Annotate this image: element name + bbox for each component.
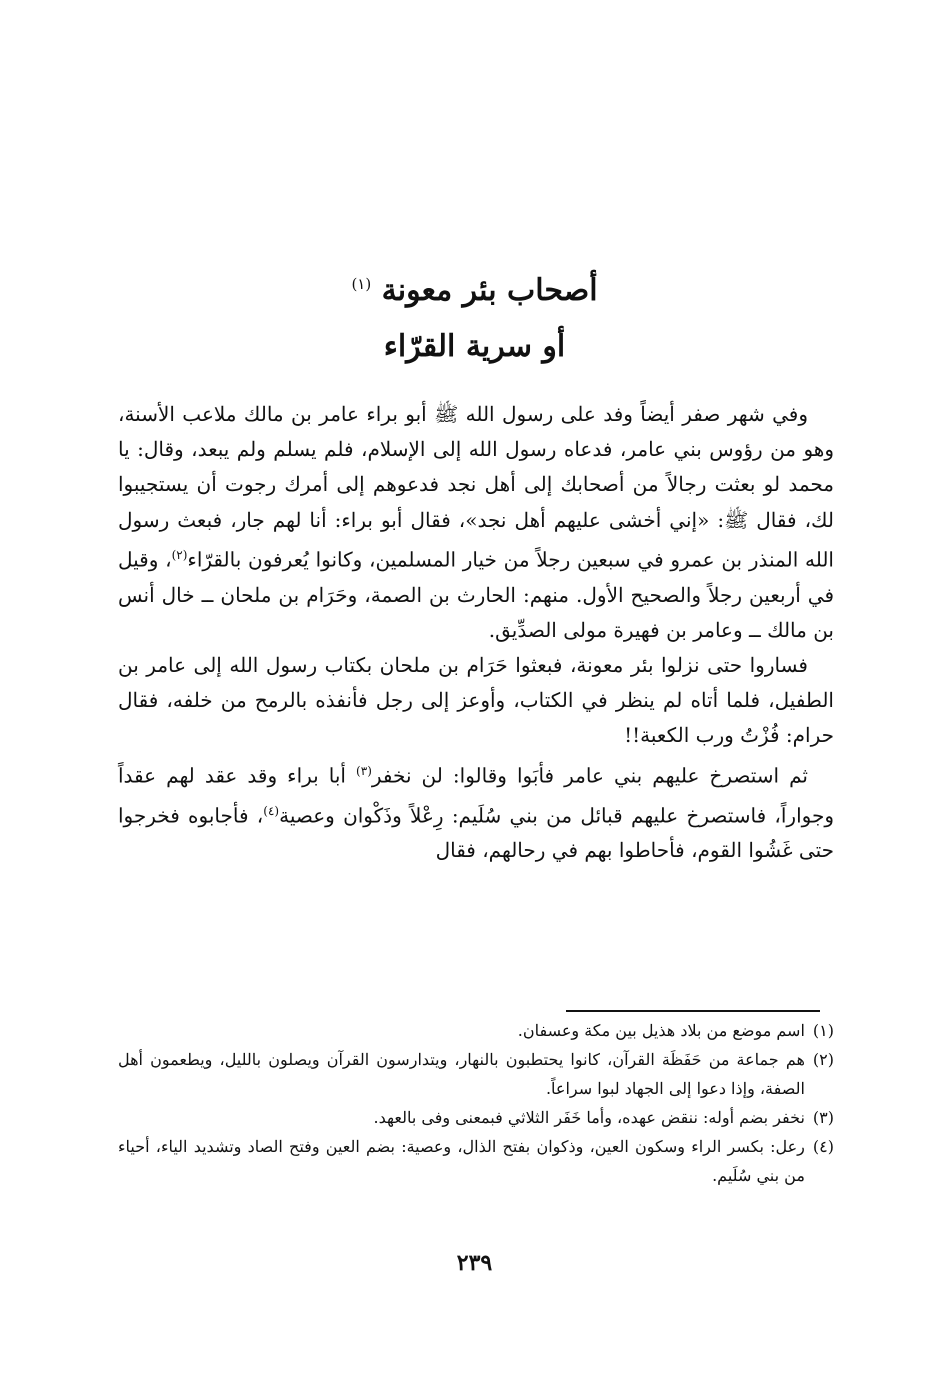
paragraph-3-text-b: أبا براء وقد عقد لهم عقداً وجواراً، فاستصرخ عليهم قبائل من بني سُلَيم: رِعْلاً وذَكْوان وعصية	[118, 763, 834, 828]
chapter-title-text: أصحاب بئر معونة	[381, 273, 598, 308]
paragraph-1-text-b: ، وقيل في أربعين رجلاً والصحيح الأول. منهم: الحارث بن الصمة، وحَرَام بن ملحان ــ خال أنس بن مالك ــ وعامر بن فهيرة مولى الصدِّيق.	[118, 547, 834, 642]
paragraph-3-text-c: ، فأجابوه فخرجوا حتى غَشُوا القوم، فأحاطوا بهم في رحالهم، فقال	[118, 803, 834, 863]
footnote-1	[118, 1016, 834, 1045]
footnote-number: (٣)	[812, 1108, 834, 1127]
paragraph-1	[118, 397, 834, 648]
paragraph-3-text-a: ثم استصرخ عليهم بني عامر فأبَوا وقالوا: لن نخفر	[371, 763, 808, 788]
paragraph-1-text-a: وفي شهر صفر أيضاً وفد على رسول الله ﷺ أبو براء عامر بن مالك ملاعب الأسنة، وهو من رؤوس بني عامر، فدعاه رسول الله إلى الإسلام، فلم يسلم ولم يبعد، وقال: يا محمد لو بعثت رجالاً من أصحابك إلى أهل نجد فدعوهم إلى أمرك رجوت أن يستجيبوا لك، فقال ﷺ: «إني أخشى عليهم أهل نجد»، فقال أبو براء: أنا لهم جار، فبعث رسول الله المنذر بن عمرو في سبعين رجلاً من خيار المسلمين، وكانوا يُعرفون بالقرّاء	[118, 402, 834, 572]
footnote-number: (١)	[812, 1021, 834, 1040]
footnote-3	[118, 1103, 834, 1132]
chapter-heading	[0, 262, 949, 369]
footnote-4	[118, 1132, 834, 1190]
page-number: ٢٣٩	[456, 1250, 493, 1276]
footnote-text: هم جماعة من حَفَظَة القرآن، كانوا يحتطبون بالنهار، ويتدارسون القرآن ويصلون بالليل، ويطعمون أهل الصفة، وإذا دعوا إلى الجهاد لبوا سراعاً.	[118, 1050, 805, 1098]
chapter-title	[0, 262, 949, 313]
body-text	[118, 397, 834, 869]
paragraph-3	[118, 754, 834, 869]
footnote-ref-3: (٣)	[356, 763, 372, 778]
footnote-2	[118, 1045, 834, 1103]
paragraph-2-text: فساروا حتى نزلوا بئر معونة، فبعثوا حَرَام بن ملحان بكتاب رسول الله إلى عامر بن الطفيل، فلما أتاه لم ينظر في الكتاب، وأوعز إلى رجل فأنفذه بالرمح من خلفه، فقال حرام: فُزْتُ ورب الكعبة!!	[118, 653, 834, 748]
footnote-number: (٢)	[812, 1050, 834, 1069]
footnote-text: نخفر بضم أوله: ننقض عهده، وأما خَفَر الثلاثي فبمعنى وفى بالعهد.	[373, 1108, 805, 1127]
footnote-text: اسم موضع من بلاد هذيل بين مكة وعسفان.	[517, 1021, 805, 1040]
footnote-number: (٤)	[812, 1137, 834, 1156]
footnotes	[118, 1016, 834, 1190]
chapter-subtitle: أو سرية القرّاء	[383, 329, 566, 364]
footnote-ref-4: (٤)	[263, 803, 280, 818]
paragraph-2	[118, 648, 834, 754]
footnote-divider	[566, 1010, 820, 1012]
title-footnote-ref: (١)	[351, 275, 372, 293]
footnote-text: رعل: بكسر الراء وسكون العين، وذكوان بفتح الذال، وعصية: بضم العين وفتح الصاد وتشديد الياء، أحياء من بني سُلَيم.	[118, 1137, 805, 1185]
footnote-ref-2: (٢)	[171, 547, 188, 562]
